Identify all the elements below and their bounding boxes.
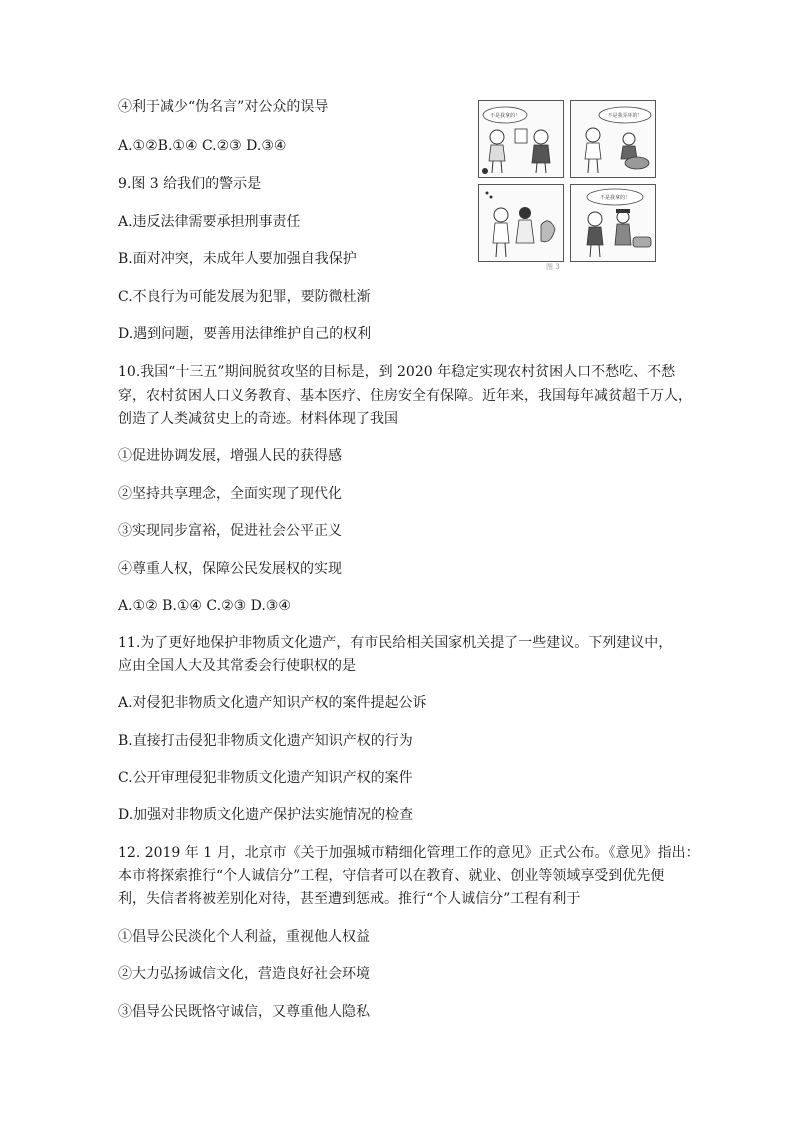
statement-2: ②坚持共享理念，全面实现了现代化 (118, 486, 342, 502)
question-10-stem-line: 穿，农村贫困人口义务教育、基本医疗、住房安全有保障。近年来，我国每年减贫超千万人， (118, 388, 692, 404)
statement-4: ④尊重人权，保障公民发展权的实现 (118, 561, 342, 577)
question-12-stem-line: 12. 2019 年 1 月，北京市《关于加强城市精细化管理工作的意见》正式公布。《意见》指出： (118, 845, 700, 861)
option-b: B.直接打击侵犯非物质文化遗产知识产权的行为 (118, 733, 413, 749)
statement-3: ③倡导公民既恪守诚信，又尊重他人隐私 (118, 1004, 370, 1020)
option-d: D.遇到问题，要善用法律维护自己的权利 (118, 326, 372, 342)
option-a: A.对侵犯非物质文化遗产知识产权的案件提起公诉 (118, 695, 427, 711)
statement-2: ②大力弘扬诚信文化，营造良好社会环境 (118, 966, 370, 982)
option-c: C.公开审理侵犯非物质文化遗产知识产权的案件 (118, 770, 413, 786)
question-9-stem: 9.图 3 给我们的警示是 (118, 176, 262, 192)
statement-1: ①倡导公民淡化个人利益，重视他人权益 (118, 929, 370, 945)
answer-choices: A.①② B.①④ C.②③ D.③④ (118, 598, 291, 614)
comic-panel (478, 100, 564, 178)
speech-bubble-text: 不是我拿的！ (489, 113, 521, 119)
question-10-stem-line: 创造了人类减贫史上的奇迹。材料体现了我国 (118, 411, 398, 427)
question-11-stem-line: 11.为了更好地保护非物质文化遗产，有市民给相关国家机关提了一些建议。下列建议中， (118, 635, 673, 651)
comic-panel (570, 184, 656, 262)
statement-1: ①促进协调发展，增强人民的获得感 (118, 448, 342, 464)
comic-panel (478, 184, 564, 262)
comic-panel (570, 100, 656, 178)
answer-choices: A.①②B.①④ C.②③ D.③④ (118, 138, 287, 154)
figure-caption: 图 3 (546, 263, 560, 271)
speech-bubble-text: 不是我弄坏的！ (607, 113, 643, 119)
question-12-stem-line: 利，失信者将被差别化对待，甚至遭到惩戒。推行“个人诚信分”工程有利于 (118, 891, 581, 907)
text-line: ④利于减少“伪名言”对公众的误导 (118, 99, 329, 115)
question-10-stem-line: 10.我国“十三五”期间脱贫攻坚的目标是，到 2020 年稳定实现农村贫困人口不愁吃、不愁 (118, 364, 676, 380)
question-11-stem-line: 应由全国人大及其常委会行使职权的是 (118, 658, 356, 674)
comic-figure (478, 100, 656, 268)
option-b: B.面对冲突，未成年人要加强自我保护 (118, 251, 357, 267)
speech-bubble-text: 不是我拿的！ (599, 195, 631, 201)
option-c: C.不良行为可能发展为犯罪，要防微杜渐 (118, 289, 371, 305)
option-a: A.违反法律需要承担刑事责任 (118, 214, 301, 230)
option-d: D.加强对非物质文化遗产保护法实施情况的检查 (118, 807, 414, 823)
question-12-stem-line: 本市将探索推行“个人诚信分”工程，守信者可以在教育、就业、创业等领域享受到优先便 (118, 868, 665, 884)
statement-3: ③实现同步富裕，促进社会公平正义 (118, 523, 342, 539)
